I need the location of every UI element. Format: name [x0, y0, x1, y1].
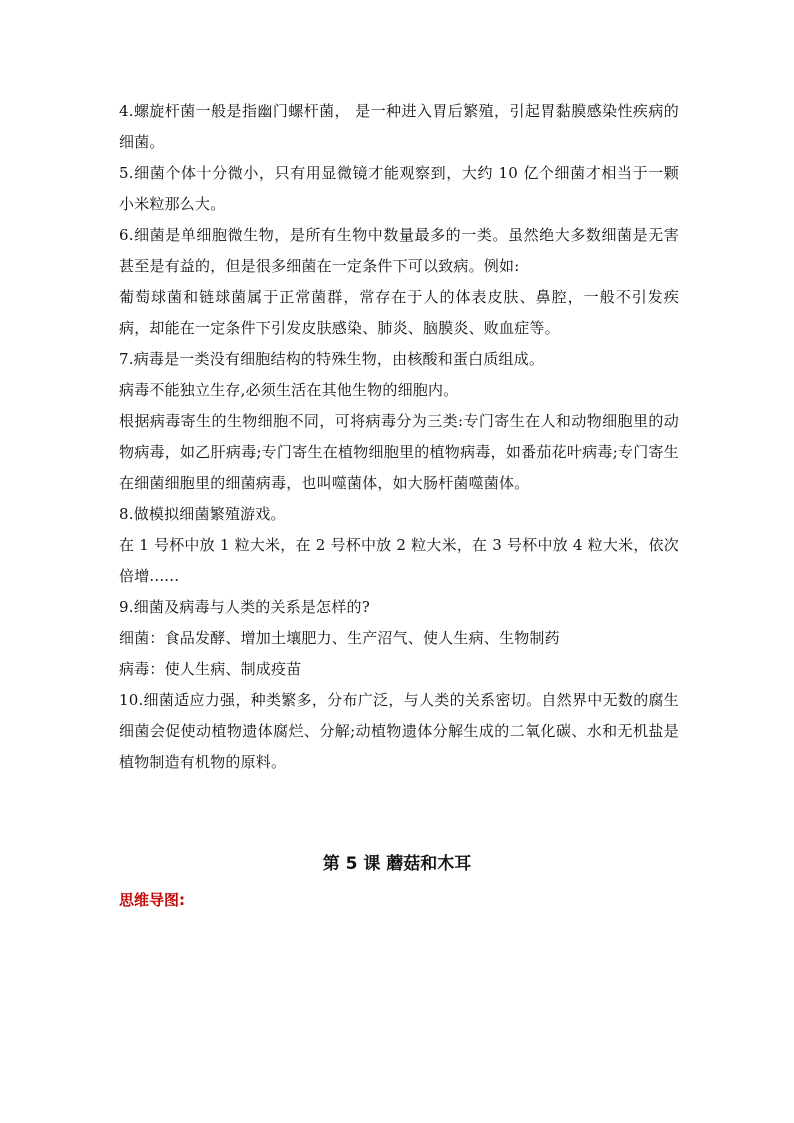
paragraph-rice-game: 在 1 号杯中放 1 粒大米，在 2 号杯中放 2 粒大米，在 3 号杯中放 4 粒大米，依次倍增......	[119, 536, 679, 585]
paragraph-virus-relation: 病毒：使人生病、制成疫苗	[119, 660, 302, 678]
paragraph-virus-host: 病毒不能独立生存,必须生活在其他生物的细胞内。	[119, 381, 459, 399]
body-text	[119, 96, 679, 778]
lesson-title: 第 5 课 蘑菇和木耳	[322, 854, 472, 874]
paragraph-item-4: 4.螺旋杆菌一般是指幽门螺杆菌， 是一种进入胃后繁殖，引起胃黏膜感染性疾病的细菌。	[119, 102, 679, 151]
mind-map-label: 思维导图:	[119, 891, 185, 909]
paragraph-virus-types: 根据病毒寄生的生物细胞不同，可将病毒分为三类:专门寄生在人和动物细胞里的动物病毒，如乙肝病毒;专门寄生在植物细胞里的植物病毒，如番茄花叶病毒;专门寄生在细菌细胞里的细菌病毒，也叫噬菌体，如大肠杆菌噬菌体。	[119, 412, 679, 492]
paragraph-bacteria-relation: 细菌：食品发酵、增加土壤肥力、生产沼气、使人生病、生物制药	[119, 629, 560, 647]
paragraph-item-9: 9.细菌及病毒与人类的关系是怎样的?	[119, 598, 370, 616]
paragraph-item-5: 5.细菌个体十分微小，只有用显微镜才能观察到，大约 10 亿个细菌才相当于一颗小米粒那么大。	[119, 164, 679, 213]
paragraph-item-8: 8.做模拟细菌繁殖游戏。	[119, 505, 286, 523]
paragraph-item-10: 10.细菌适应力强，种类繁多，分布广泛，与人类的关系密切。自然界中无数的腐生细菌会促使动植物遗体腐烂、分解;动植物遗体分解生成的二氧化碳、水和无机盐是植物制造有机物的原料。	[119, 691, 679, 771]
paragraph-example: 葡萄球菌和链球菌属于正常菌群，常存在于人的体表皮肤、鼻腔，一般不引发疾病，却能在一定条件下引发皮肤感染、肺炎、脑膜炎、败血症等。	[119, 288, 679, 337]
paragraph-item-7: 7.病毒是一类没有细胞结构的特殊生物，由核酸和蛋白质组成。	[119, 350, 545, 368]
paragraph-item-6: 6.细菌是单细胞微生物，是所有生物中数量最多的一类。虽然绝大多数细菌是无害甚至是有益的，但是很多细菌在一定条件下可以致病。例如:	[119, 226, 679, 275]
